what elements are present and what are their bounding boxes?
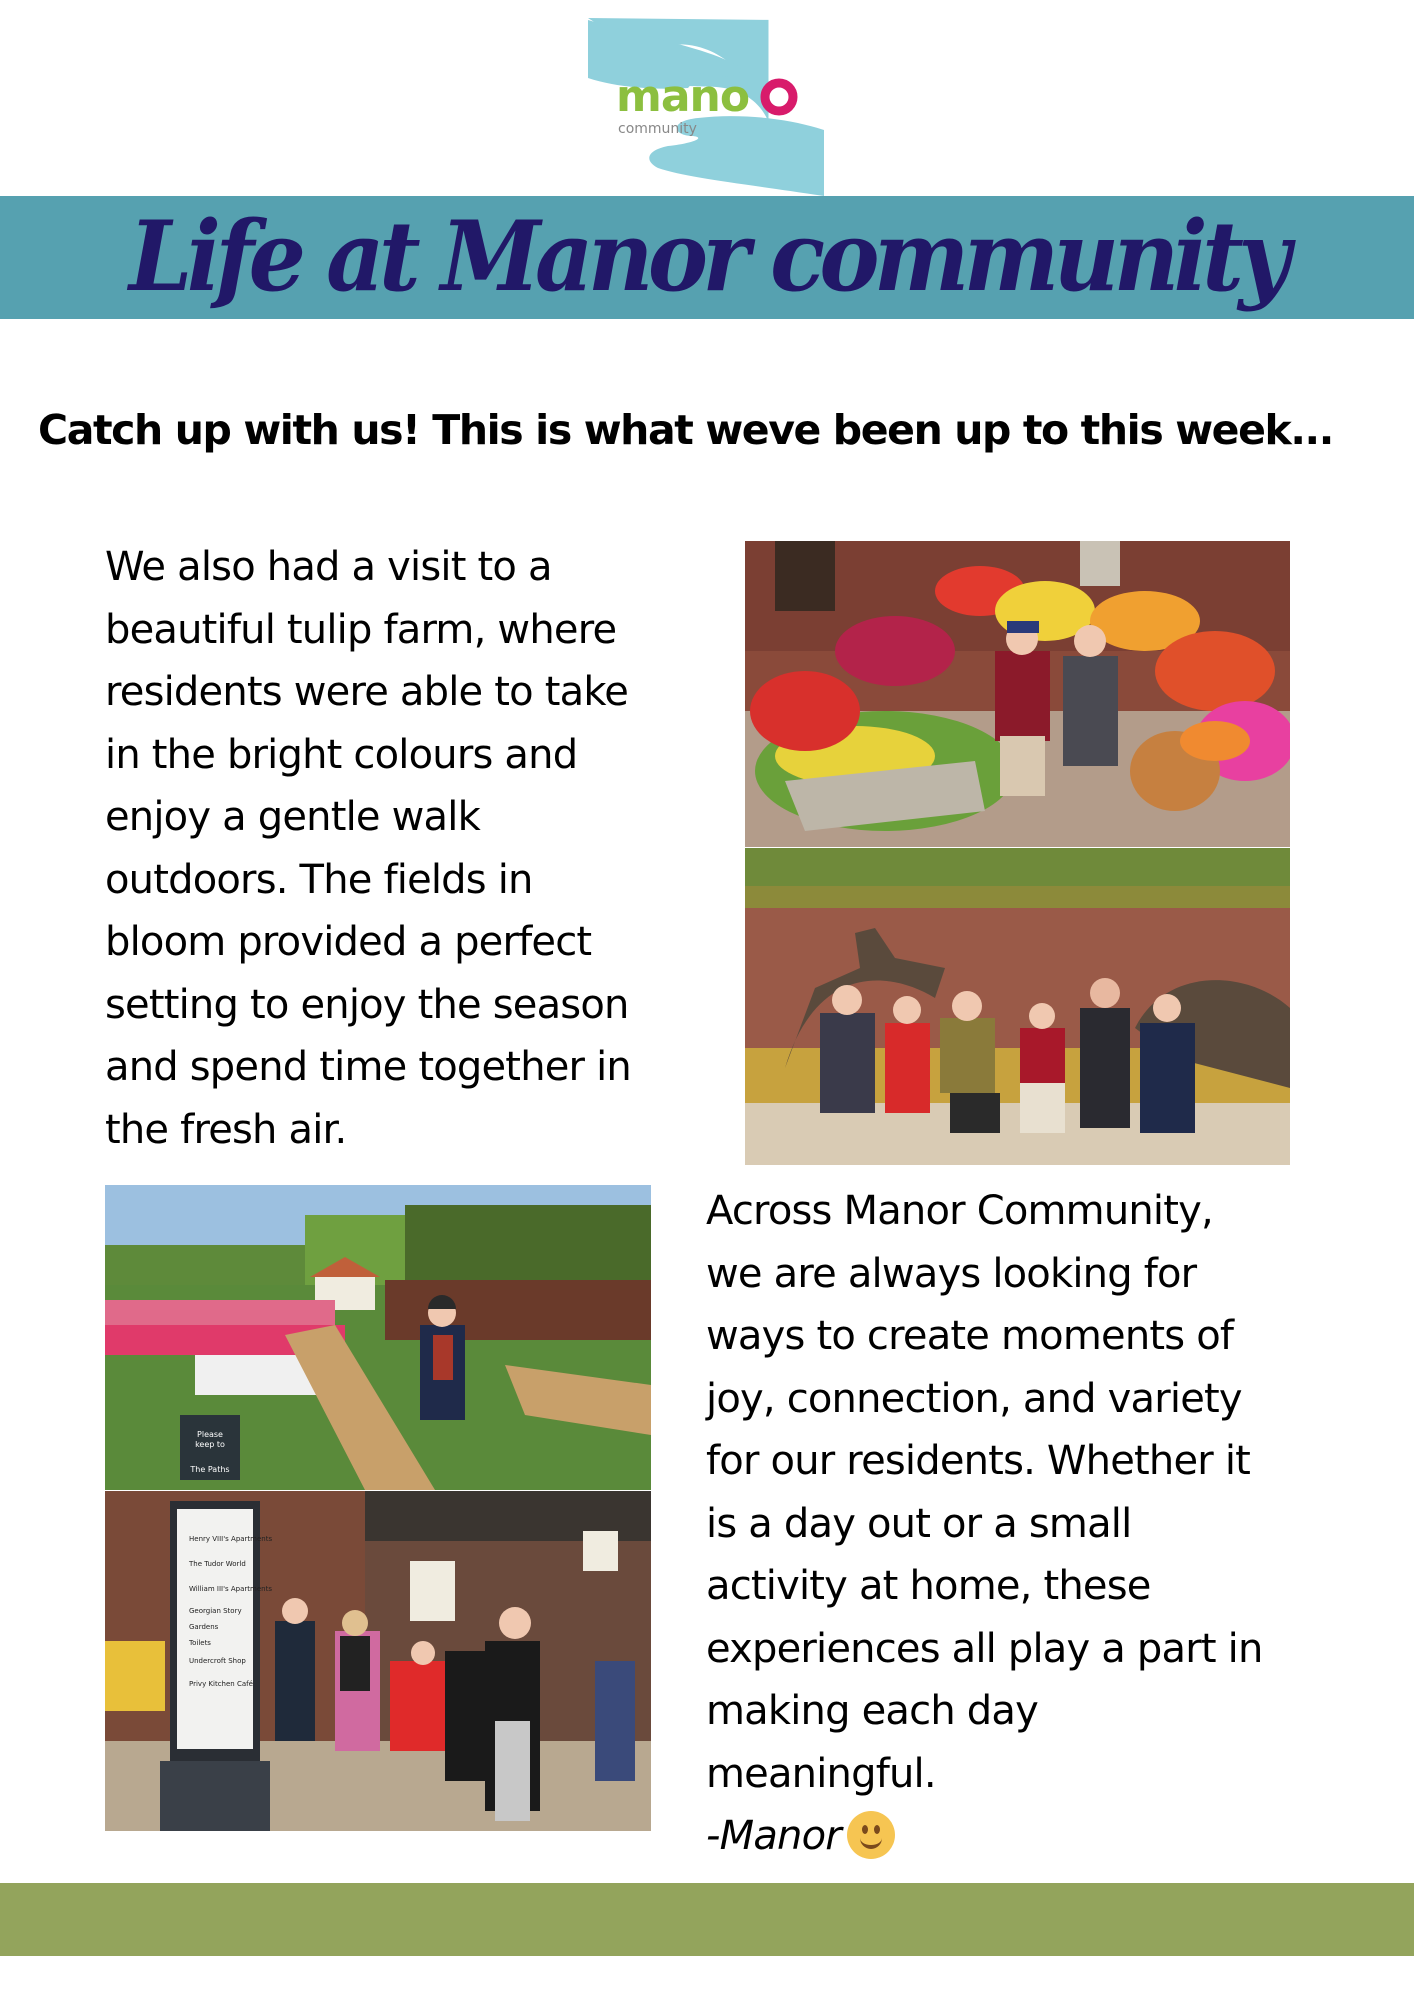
text-line: making each day — [706, 1688, 1038, 1734]
svg-text:The Tudor World: The Tudor World — [189, 1560, 246, 1568]
text-line: ways to create moments of — [706, 1313, 1234, 1359]
photo-tulip-display — [745, 541, 1290, 847]
text-line: Across Manor Community, — [706, 1188, 1213, 1234]
smiley-face-icon — [847, 1811, 895, 1859]
photo-tulip-garden — [105, 1185, 651, 1490]
text-line: residents were able to take — [105, 669, 629, 715]
svg-text:Undercroft Shop: Undercroft Shop — [189, 1657, 246, 1665]
text-line: we are always looking for — [706, 1250, 1197, 1297]
text-line: beautiful tulip farm, where — [105, 606, 617, 653]
manor-community-paragraph — [706, 1180, 1336, 1868]
svg-text:keep to: keep to — [195, 1440, 225, 1449]
signoff-text: -Manor — [706, 1813, 841, 1859]
text-line: joy, connection, and variety — [706, 1375, 1242, 1422]
tulip-farm-paragraph — [105, 536, 705, 1161]
text-line: activity at home, these — [706, 1563, 1151, 1609]
text-line: the fresh air. — [105, 1106, 347, 1153]
text-line: in the bright colours and — [105, 731, 578, 778]
photo-signpost — [105, 1491, 651, 1831]
text-line: and spend time together in — [105, 1044, 631, 1090]
manor-community-logo — [588, 18, 824, 196]
svg-text:Henry VIII's Apartments: Henry VIII's Apartments — [189, 1535, 273, 1543]
svg-text:mano: mano — [616, 71, 750, 122]
text-line: bloom provided a perfect — [105, 919, 592, 965]
title-banner — [0, 196, 1414, 319]
svg-text:Gardens: Gardens — [189, 1623, 219, 1631]
svg-text:Privy Kitchen Café: Privy Kitchen Café — [189, 1680, 253, 1688]
photo-wicker-horses — [745, 848, 1290, 1165]
svg-text:Georgian Story: Georgian Story — [189, 1607, 242, 1615]
text-line: outdoors. The fields in — [105, 856, 533, 903]
text-line: for our residents. Whether it — [706, 1438, 1251, 1484]
svg-text:The Paths: The Paths — [190, 1465, 230, 1474]
text-line: We also had a visit to a — [105, 544, 552, 590]
text-line: is a day out or a small — [706, 1500, 1132, 1547]
subtitle-heading: Catch up with us! This is what weve been up to this week... — [38, 406, 1333, 454]
svg-text:Toilets: Toilets — [189, 1639, 211, 1647]
text-line: meaningful. — [706, 1750, 936, 1797]
caring-hands-logo-icon — [588, 18, 824, 196]
page-title: Life at Manor community — [128, 200, 1286, 313]
text-line: setting to enjoy the season — [105, 981, 629, 1028]
signoff — [706, 1805, 1336, 1868]
svg-text:community: community — [618, 121, 697, 137]
text-line: enjoy a gentle walk — [105, 794, 480, 840]
svg-text:Please: Please — [197, 1430, 223, 1439]
svg-text:William III's Apartments: William III's Apartments — [189, 1585, 272, 1593]
text-line: experiences all play a part in — [706, 1625, 1263, 1672]
footer-bar — [0, 1883, 1414, 1956]
